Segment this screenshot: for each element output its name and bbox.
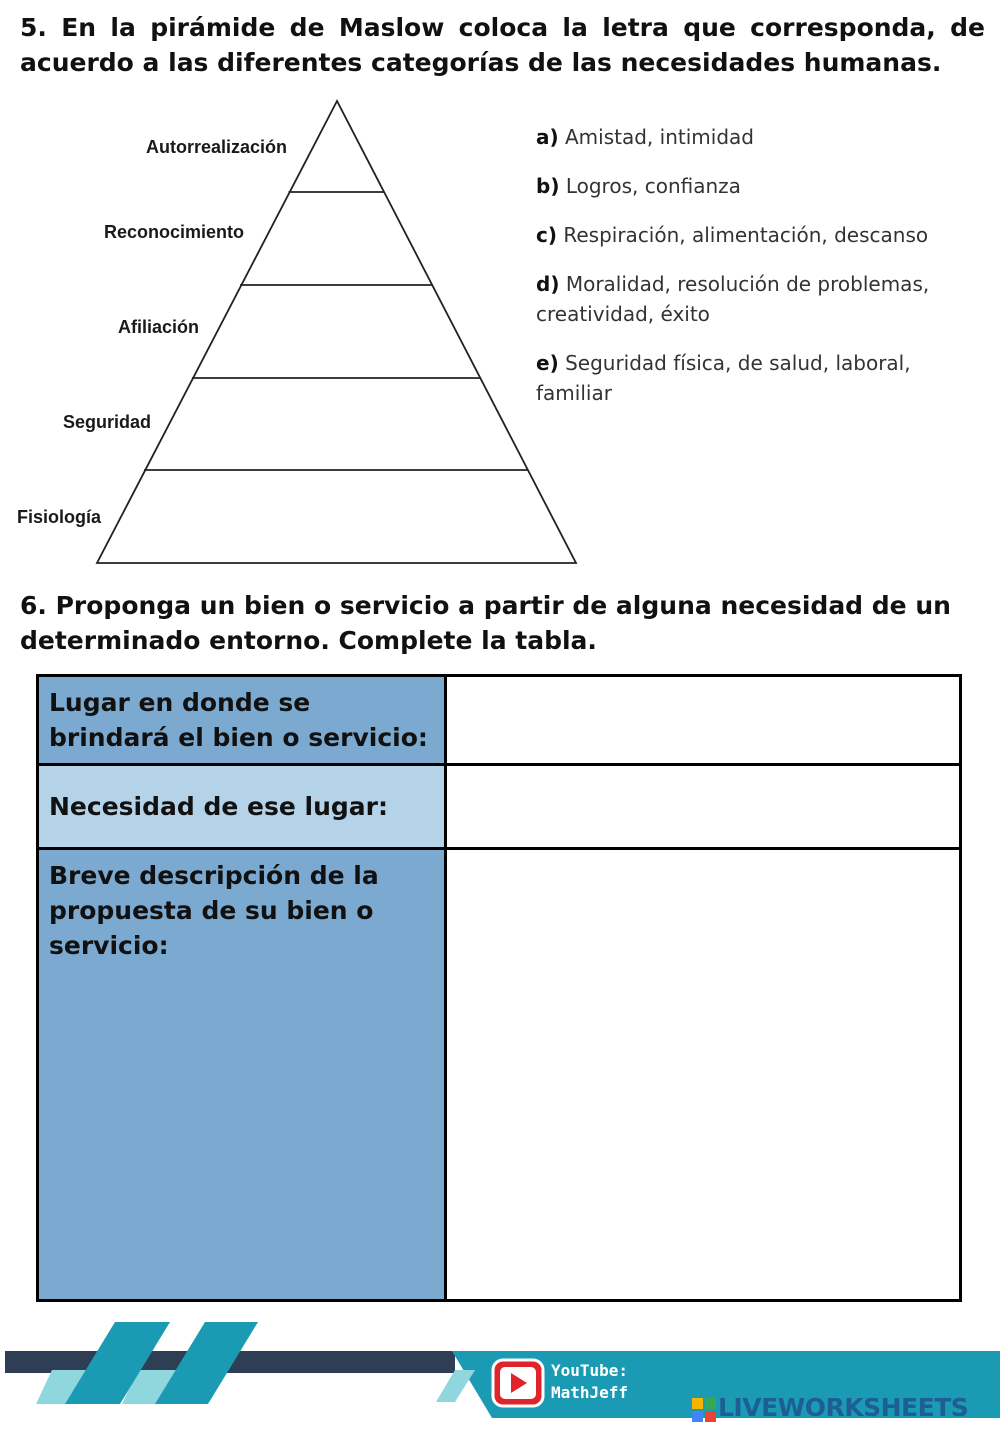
youtube-label: YouTube: xyxy=(551,1361,629,1380)
youtube-play-icon xyxy=(493,1360,543,1406)
option-text: Seguridad física, de salud, laboral, familiar xyxy=(536,351,911,405)
footer-light-accent xyxy=(436,1370,475,1402)
necesidad-input[interactable] xyxy=(447,766,959,847)
channel-name: MathJeff xyxy=(551,1383,629,1402)
table-row xyxy=(38,849,961,1301)
option-c xyxy=(536,220,976,250)
answer-cell-descripcion[interactable] xyxy=(446,849,961,1301)
answer-cell-necesidad[interactable] xyxy=(446,765,961,849)
option-letter: b) xyxy=(536,174,560,198)
liveworksheets-brand[interactable]: LIVEWORKSHEETS xyxy=(718,1393,969,1422)
question-6-title: 6. Proponga un bien o servicio a partir de alguna necesidad de un determinado entorno. Complete la tabla. xyxy=(20,591,951,655)
options-list xyxy=(536,122,976,427)
option-text: Amistad, intimidad xyxy=(565,125,754,149)
lugar-input[interactable] xyxy=(447,677,959,763)
question-5-title: 5. En la pirámide de Maslow coloca la letra que corresponda, de acuerdo a las diferentes categorías de las necesidades humanas. xyxy=(20,13,985,77)
option-text: Moralidad, resolución de problemas, creatividad, éxito xyxy=(536,272,930,326)
proposal-table xyxy=(36,674,962,1302)
answer-cell-lugar[interactable] xyxy=(446,676,961,765)
maslow-pyramid xyxy=(0,95,600,575)
table-row xyxy=(38,765,961,849)
liveworksheets-logo-icon xyxy=(692,1398,716,1422)
pyramid-level-autorrealizacion: Autorrealización xyxy=(146,137,288,157)
pyramid-level-fisiologia: Fisiología xyxy=(17,507,102,527)
pyramid-level-afiliacion: Afiliación xyxy=(118,317,200,337)
option-letter: c) xyxy=(536,223,557,247)
option-b xyxy=(536,171,976,201)
option-d xyxy=(536,269,976,329)
descripcion-input[interactable] xyxy=(447,850,959,1299)
row-label-necesidad: Necesidad de ese lugar: xyxy=(38,765,446,849)
option-text: Logros, confianza xyxy=(565,174,741,198)
pyramid-level-seguridad: Seguridad xyxy=(63,412,152,432)
option-text: Respiración, alimentación, descanso xyxy=(563,223,929,247)
option-letter: d) xyxy=(536,272,560,296)
row-label-lugar: Lugar en donde se brindará el bien o servicio: xyxy=(38,676,446,765)
row-label-descripcion: Breve descripción de la propuesta de su bien o servicio: xyxy=(38,849,446,1301)
option-letter: a) xyxy=(536,125,559,149)
option-letter: e) xyxy=(536,351,559,375)
table-row xyxy=(38,676,961,765)
pyramid-level-reconocimiento: Reconocimiento xyxy=(104,222,245,242)
youtube-credit xyxy=(551,1360,628,1404)
option-a xyxy=(536,122,976,152)
option-e xyxy=(536,348,976,408)
